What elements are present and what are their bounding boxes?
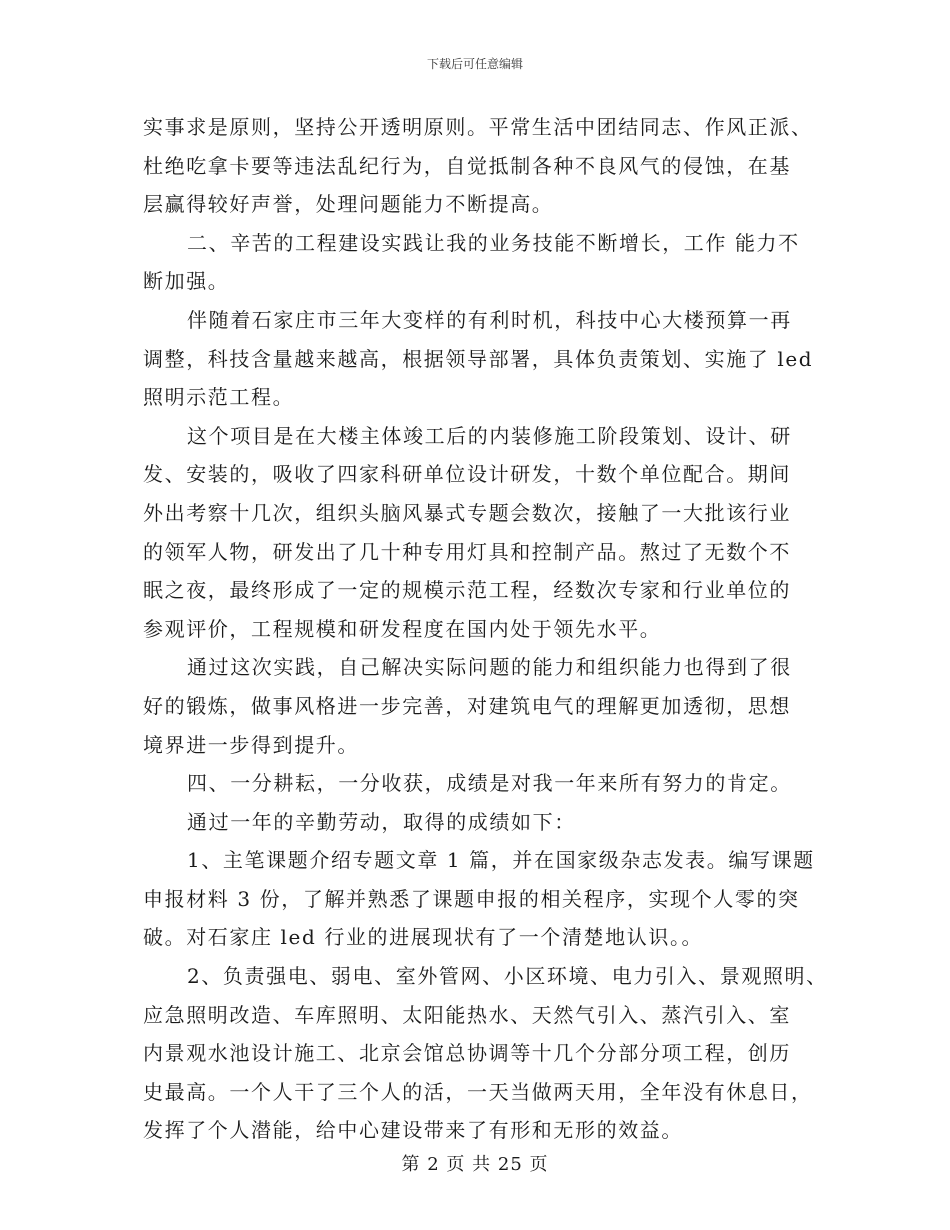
footer-prefix: 第 (401, 1154, 421, 1175)
text-line: 1、主笔课题介绍专题文章 1 篇，并在国家级杂志发表。编写课题 (187, 848, 815, 873)
text-line: 好的锻炼，做事风格进一步完善，对建筑电气的理解更加透彻，思想 (143, 693, 791, 718)
document-body (143, 108, 828, 1150)
footer-middle: 页 共 (446, 1154, 492, 1175)
text-line: 这个项目是在大楼主体竣工后的内装修施工阶段策划、设计、研 (187, 423, 792, 448)
text-line: 伴随着石家庄市三年大变样的有利时机，科技中心大楼预算一再 (187, 307, 792, 332)
text-line: 发挥了个人潜能，给中心建设带来了有形和无形的效益。 (143, 1118, 683, 1143)
text-line: 二、辛苦的工程建设实践让我的业务技能不断增长，工作 能力不 (187, 230, 800, 255)
text-line: 参观评价，工程规模和研发程度在国内处于领先水平。 (143, 616, 662, 641)
text-line: 通过这次实践，自己解决实际问题的能力和组织能力也得到了很 (187, 655, 792, 680)
text-line: 实事求是原则，坚持公开透明原则。平常生活中团结同志、作风正派、 (143, 115, 813, 139)
text-line: 史最高。一个人干了三个人的活，一天当做两天用，全年没有休息日， (143, 1079, 813, 1104)
text-line: 杜绝吃拿卡要等违法乱纪行为，自觉抵制各种不良风气的侵蚀，在基 (143, 153, 791, 178)
page-footer (0, 1150, 950, 1176)
text-line: 四、一分耕耘，一分收获，成绩是对我一年来所有努力的肯定。 (187, 771, 792, 796)
text-line: 应急照明改造、车库照明、太阳能热水、天然气引入、蒸汽引入、室 (143, 1002, 791, 1027)
text-line: 眠之夜，最终形成了一定的规模示范工程，经数次专家和行业单位的 (143, 578, 791, 603)
text-line: 层赢得较好声誉，处理问题能力不断提高。 (143, 192, 554, 217)
page-header: 下载后可任意编辑 (426, 57, 523, 71)
text-line: 照明示范工程。 (143, 385, 295, 410)
text-line: 境界进一步得到提升。 (143, 732, 359, 757)
text-line: 2、负责强电、弱电、室外管网、小区环境、电力引入、景观照明、 (187, 964, 828, 989)
text-line: 破。对石家庄 led 行业的进展现状有了一个清楚地认识。。 (143, 925, 704, 950)
text-line: 断加强。 (143, 269, 230, 294)
text-line: 的领军人物，研发出了几十种专用灯具和控制产品。熬过了无数个不 (143, 539, 791, 564)
text-line: 发、安装的，吸收了四家科研单位设计研发，十数个单位配合。期间 (143, 462, 791, 487)
text-line: 通过一年的辛勤劳动，取得的成绩如下： (187, 809, 576, 834)
footer-total-pages: 25 (497, 1154, 523, 1175)
text-line: 申报材料 3 份，了解并熟悉了课题申报的相关程序，实现个人零的突 (143, 886, 800, 911)
footer-suffix: 页 (529, 1154, 549, 1175)
text-line: 外出考察十几次，组织头脑风暴式专题会数次，接触了一大批该行业 (143, 500, 791, 525)
text-line: 调整，科技含量越来越高，根据领导部署，具体负责策划、实施了 led (143, 346, 814, 371)
text-line: 内景观水池设计施工、北京会馆总协调等十几个分部分项工程，创历 (143, 1041, 791, 1066)
footer-page-number: 2 (427, 1154, 440, 1175)
